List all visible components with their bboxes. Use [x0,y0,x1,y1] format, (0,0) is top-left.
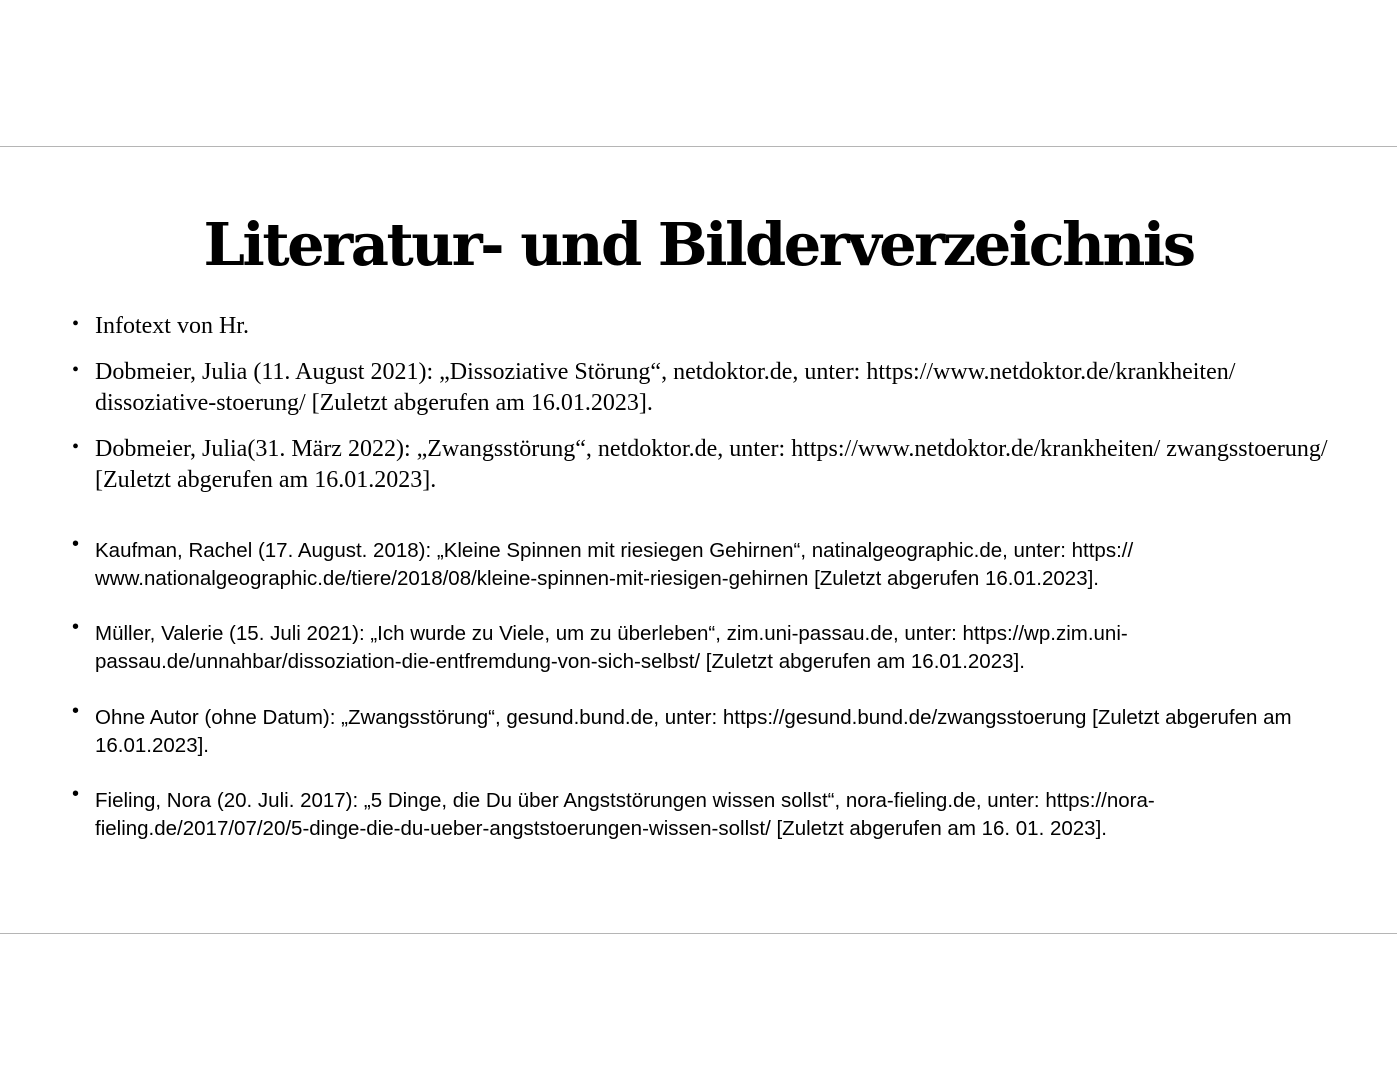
bottom-divider [0,933,1397,934]
bullet-icon: • [72,783,80,805]
reference-text: Müller, Valerie (15. Juli 2021): „Ich wurde zu Viele, um zu überleben“, zim.uni-passau.de, unter: https://wp.zim.uni-passau.de/unnahbar/dissoziation-die-entfremdung-von-sich-selbst/ [Zuletzt abgerufen am 16.01.2023]. [95,622,1128,673]
reference-text: Dobmeier, Julia (11. August 2021): „Dissoziative Störung“, netdoktor.de, unter: https://www.netdoktor.de/krankheiten/ dissoziative-stoerung/ [Zuletzt abgerufen am 16.01.2023]. [95,359,1236,416]
top-divider [0,146,1397,147]
reference-item [72,616,1325,676]
reference-item [72,700,1325,760]
reference-item [72,311,1335,342]
bullet-icon: • [72,359,80,381]
reference-text: Ohne Autor (ohne Datum): „Zwangsstörung“, gesund.bund.de, unter: https://gesund.bund.de/zwangsstoerung [Zuletzt abgerufen am 16.01.2023]. [95,706,1292,757]
bullet-icon: • [72,436,80,458]
page-title: Literatur- und Bilderverzeichnis [203,210,1194,279]
bullet-icon: • [72,700,80,722]
reference-item [72,434,1335,496]
bullet-icon: • [72,533,80,555]
reference-text: Dobmeier, Julia(31. März 2022): „Zwangsstörung“, netdoktor.de, unter: https://www.netdoktor.de/krankheiten/ zwangsstoerung/ [Zuletzt abgerufen am 16.01.2023]. [95,436,1328,493]
bullet-icon: • [72,616,80,638]
reference-text: Infotext von Hr. [95,313,249,339]
reference-item [72,783,1325,843]
reference-item [72,357,1335,419]
bullet-icon: • [72,313,80,335]
reference-item [72,533,1325,593]
reference-text: Kaufman, Rachel (17. August. 2018): „Kleine Spinnen mit riesiegen Gehirnen“, natinalgeographic.de, unter: https:// www.nationalgeographic.de/tiere/2018/08/kleine-spinnen-mit-riesigen-gehirnen [Zuletzt abgerufen 16.01.2023]. [95,539,1134,590]
reference-text: Fieling, Nora (20. Juli. 2017): „5 Dinge, die Du über Angststörungen wissen sollst“, nora-fieling.de, unter: https://nora-fieling.de/2017/07/20/5-dinge-die-du-ueber-angststoerungen-wissen-sollst/ [Zuletzt abgerufen am 16. 01. 2023]. [95,789,1155,840]
